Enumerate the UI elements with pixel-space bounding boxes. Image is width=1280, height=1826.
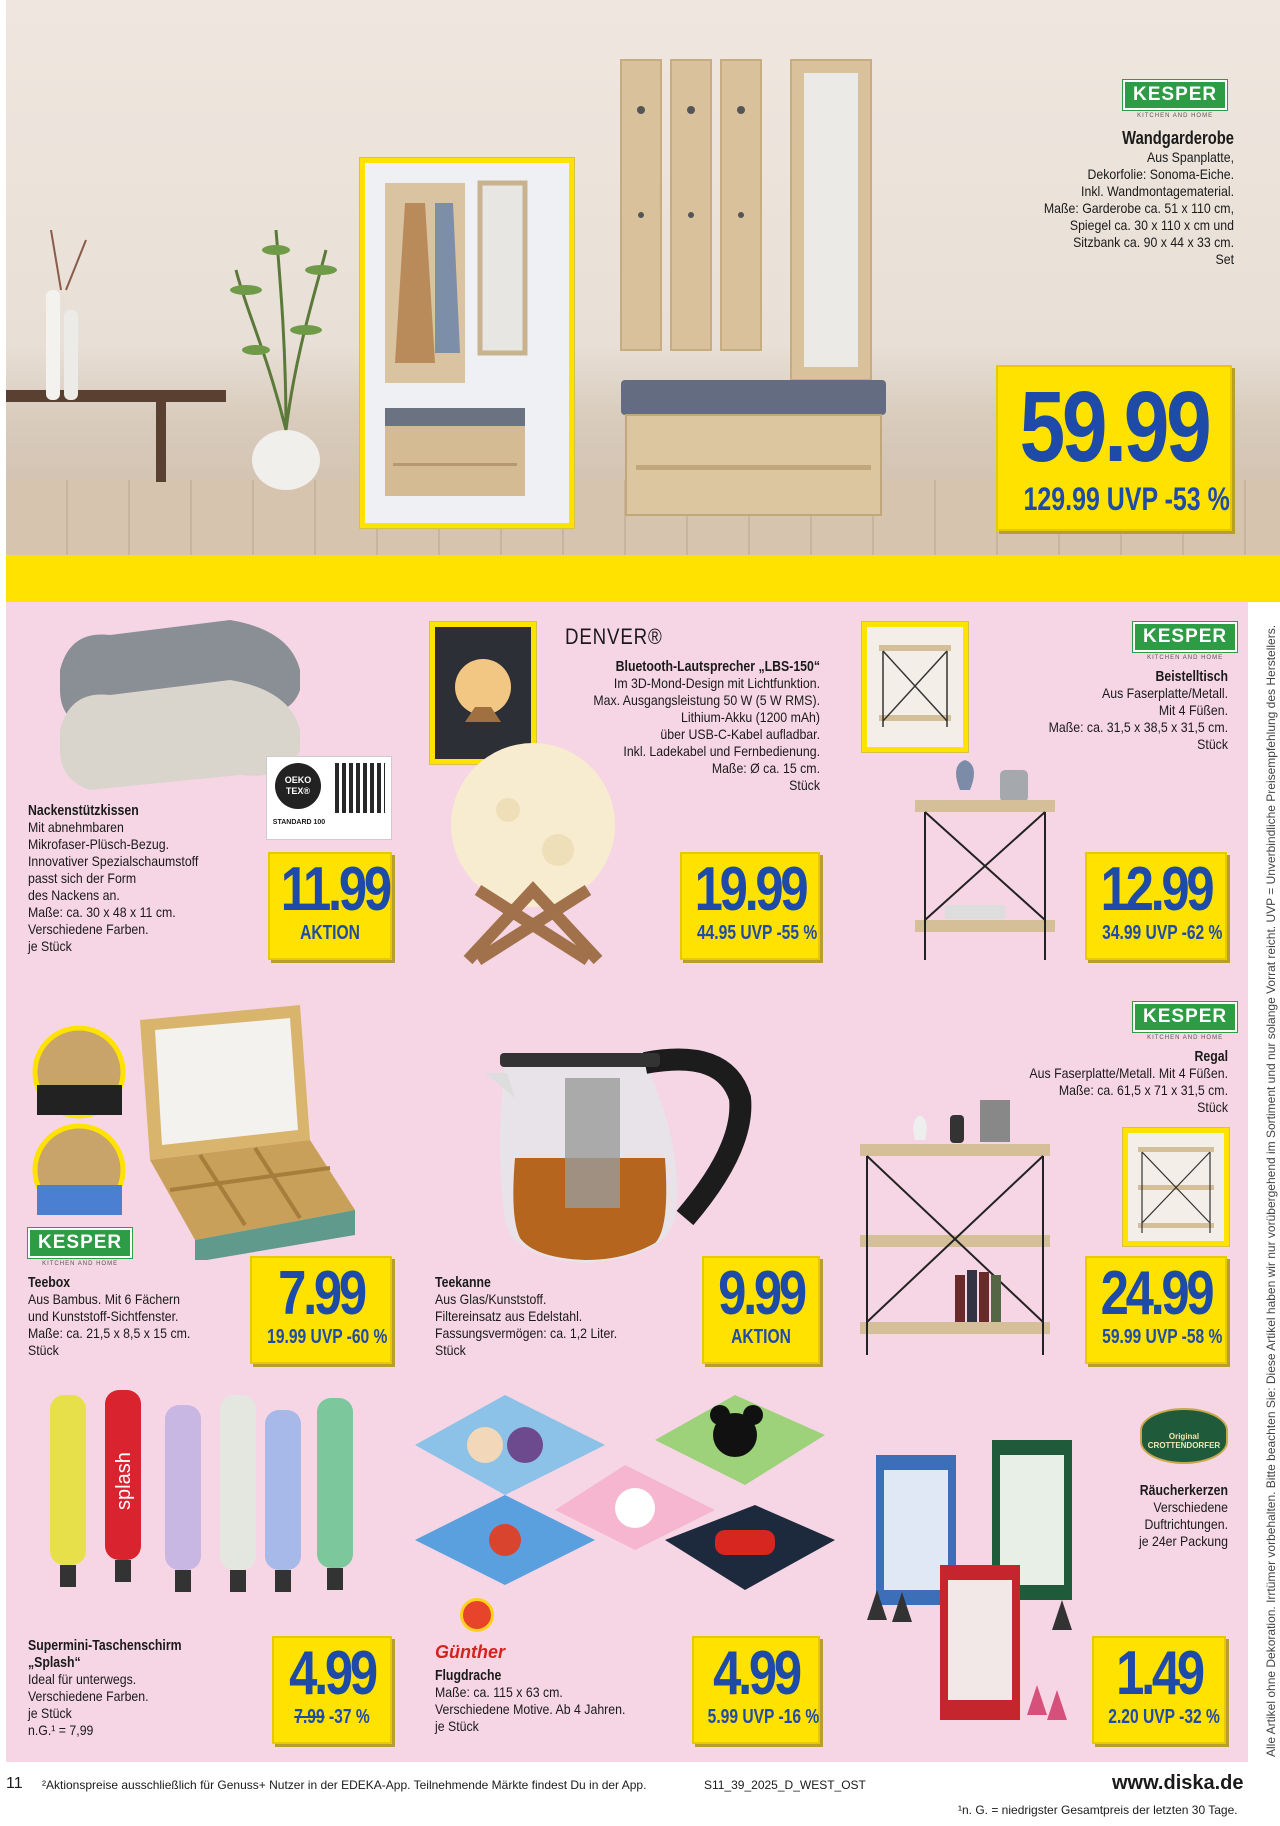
website-link[interactable]: www.diska.de	[1112, 1772, 1244, 1794]
product-desc-line: Mit abnehmbaren	[28, 819, 124, 835]
teabox-price-tag	[250, 1256, 392, 1364]
product-name: Teekanne	[435, 1274, 491, 1291]
kite-info	[435, 1642, 695, 1735]
product-name: Teebox	[28, 1274, 71, 1291]
product-desc-line: Spiegel ca. 30 x 110 x cm und	[1069, 217, 1234, 233]
product-name: Nackenstützkissen	[28, 802, 139, 819]
hero-product-info	[914, 128, 1234, 268]
product-desc-line: je 24er Packung	[1138, 1533, 1228, 1549]
sidetable-price-tag	[1085, 852, 1227, 960]
product-name: Wandgarderobe	[1122, 128, 1234, 148]
product-desc-line: Verschiedene	[1153, 1499, 1228, 1515]
product-desc-line: Verschiedene Farben.	[28, 921, 149, 937]
umbrella-info	[28, 1637, 268, 1739]
price-value: 59.99	[1019, 371, 1209, 483]
price-uvp: 59.99 UVP -58 %	[1102, 1326, 1223, 1348]
page-number: 11	[6, 1775, 23, 1792]
product-desc-line: Verschiedene Farben.	[28, 1688, 149, 1704]
product-desc-line: Set	[1215, 251, 1234, 267]
price-label: AKTION	[731, 1326, 791, 1348]
product-desc-line: Stück	[1197, 736, 1228, 752]
price-label: AKTION	[300, 922, 360, 944]
product-desc-line: Stück	[789, 777, 820, 793]
price-uvp: 129.99 UVP -53 %	[1023, 481, 1230, 517]
product-desc-line: Stück	[28, 1342, 59, 1358]
product-desc-line: Maße: Garderobe ca. 51 x 110 cm,	[1043, 200, 1234, 216]
footer-code: S11_39_2025_D_WEST_OST	[704, 1778, 866, 1792]
legal-vertical-note	[1248, 602, 1280, 1762]
price-value: 4.99	[713, 1639, 799, 1708]
product-desc-line: n.G.¹ = 7,99	[28, 1722, 94, 1738]
teapot-price-tag	[702, 1256, 820, 1364]
guenther-logo-badge	[460, 1598, 494, 1632]
product-desc-line: passt sich der Form	[28, 870, 137, 886]
kesper-logo-subtitle: KITCHEN AND HOME	[1147, 655, 1224, 661]
price-value: 1.49	[1116, 1639, 1202, 1708]
kesper-logo-subtitle: KITCHEN AND HOME	[1147, 1035, 1224, 1041]
plant-decor-image	[6, 230, 236, 490]
price-value: 12.99	[1100, 855, 1212, 924]
hero-section	[6, 0, 1280, 555]
product-desc-line: Maße: ca. 30 x 48 x 11 cm.	[28, 904, 176, 920]
teapot-info	[435, 1274, 675, 1359]
product-desc-line: Duftrichtungen.	[1144, 1516, 1228, 1532]
teabox-image	[130, 1000, 360, 1260]
kites-image	[415, 1390, 835, 1620]
product-desc-line: Maße: ca. 115 x 63 cm.	[435, 1684, 563, 1700]
product-desc-line: Filtereinsatz aus Edelstahl.	[435, 1308, 583, 1324]
kesper-logo	[1133, 1002, 1237, 1041]
price-value: 11.99	[280, 855, 389, 924]
product-desc-line: je Stück	[28, 938, 72, 954]
product-name: Räucherkerzen	[1139, 1482, 1228, 1499]
product-desc-line: Stück	[1197, 1099, 1228, 1115]
speaker-price-tag	[680, 852, 820, 960]
product-name: Bluetooth-Lautsprecher „LBS-150“	[615, 658, 820, 675]
product-desc-line: Maße: Ø ca. 15 cm.	[711, 760, 820, 776]
splash-brand-print: splash	[113, 1452, 135, 1510]
product-desc-line: Innovativer Spezialschaumstoff	[28, 853, 199, 869]
product-name: Flugdrache	[435, 1667, 502, 1684]
pillow-price-tag	[268, 852, 392, 960]
wardrobe-inset-photo	[360, 158, 574, 528]
product-desc-line: Stück	[435, 1342, 466, 1358]
potted-plant-image	[226, 230, 346, 490]
oeko-tex-label	[266, 756, 392, 840]
product-desc-line: Maße: ca. 21,5 x 8,5 x 15 cm.	[28, 1325, 191, 1341]
kesper-logo-text: KESPER	[1123, 80, 1227, 110]
oeko-tex-badge: OEKO TEX®	[275, 763, 321, 809]
price-old: 7.99	[294, 1706, 325, 1728]
teapot-image	[485, 1028, 755, 1268]
price-uvp: 44.95 UVP -55 %	[696, 922, 818, 944]
product-name: Supermini-Taschenschirm „Splash“	[28, 1637, 182, 1671]
price-discount: -37 %	[328, 1706, 370, 1728]
product-desc-line: über USB-C-Kabel aufladbar.	[660, 726, 820, 742]
product-desc-line: Inkl. Ladekabel und Fernbedienung.	[623, 743, 820, 759]
legal-note-text: Alle Artikel ohne Dekoration. Irrtümer vorbehalten. Bitte beachten Sie: Diese Artikel haben wir nur vorübergehend im Sortiment und nur solange Vorrat reicht. UVP = Unverbindliche Preisempfehlung des Herstellers.	[1264, 624, 1278, 1757]
product-desc-line: Aus Bambus. Mit 6 Fächern	[28, 1291, 181, 1307]
shelf-image	[855, 1060, 1055, 1360]
product-desc-line: Ideal für unterwegs.	[28, 1671, 137, 1687]
pillow-info	[28, 802, 268, 955]
teabox-info	[28, 1274, 268, 1359]
price-uvp: 2.20 UVP -32 %	[1108, 1706, 1220, 1728]
kesper-logo-subtitle: KITCHEN AND HOME	[1137, 113, 1214, 119]
product-desc-line: und Kunststoff-Sichtfenster.	[28, 1308, 179, 1324]
product-name: Beistelltisch	[1155, 668, 1228, 685]
wardrobe-product-image	[606, 55, 896, 535]
qr-code-icon	[335, 763, 385, 813]
kesper-logo-text: KESPER	[1133, 622, 1237, 652]
umbrella-image	[40, 1390, 360, 1620]
kesper-logo	[28, 1228, 132, 1267]
price-uvp: 34.99 UVP -62 %	[1102, 922, 1223, 944]
product-desc-line: Mit 4 Füßen.	[1158, 702, 1228, 718]
kite-price-tag	[692, 1636, 820, 1744]
product-desc-line: Aus Spanplatte,	[1147, 149, 1234, 165]
oeko-tex-standard: STANDARD 100	[272, 819, 326, 826]
price-value: 4.99	[289, 1639, 375, 1708]
kesper-logo	[1133, 622, 1237, 661]
price-value: 24.99	[1100, 1259, 1212, 1328]
umbrella-price-tag	[272, 1636, 392, 1744]
speaker-info	[520, 624, 820, 794]
product-desc-line: des Nackens an.	[28, 887, 120, 903]
sidetable-info	[948, 668, 1228, 753]
guenther-logo-text: Günther	[435, 1642, 505, 1662]
price-value: 9.99	[718, 1259, 804, 1328]
product-desc-line: Lithium-Akku (1200 mAh)	[681, 709, 820, 725]
product-desc-line: Im 3D-Mond-Design mit Lichtfunktion.	[613, 675, 820, 691]
denver-logo: DENVER®	[565, 624, 663, 649]
footer-ng-note: ¹n. G. = niedrigster Gesamtpreis der letzten 30 Tage.	[958, 1803, 1238, 1817]
bamboo-detail-circles	[32, 1025, 127, 1215]
product-desc-line: je Stück	[435, 1718, 479, 1734]
shelf-price-tag	[1085, 1256, 1227, 1364]
product-desc-line: Inkl. Wandmontagematerial.	[1081, 183, 1234, 199]
product-name: Regal	[1194, 1048, 1228, 1065]
product-desc-line: Dekorfolie: Sonoma-Eiche.	[1087, 166, 1234, 182]
product-desc-line: je Stück	[28, 1705, 72, 1721]
product-desc-line: Aus Faserplatte/Metall.	[1102, 685, 1228, 701]
kesper-logo-text: KESPER	[28, 1228, 132, 1258]
kesper-logo-subtitle: KITCHEN AND HOME	[42, 1261, 119, 1267]
crottendorfer-logo: Original CROTTENDORFER	[1140, 1408, 1228, 1464]
product-desc-line: Sitzbank ca. 90 x 44 x 33 cm.	[1073, 234, 1234, 250]
price-value: 19.99	[694, 855, 806, 924]
incense-price-tag	[1092, 1636, 1226, 1744]
pillow-image	[50, 610, 300, 800]
price-value: 7.99	[278, 1259, 364, 1328]
product-desc-line: Maße: ca. 61,5 x 71 x 31,5 cm.	[1058, 1082, 1228, 1098]
kesper-logo	[1123, 80, 1227, 119]
incense-boxes-image	[862, 1440, 1092, 1730]
product-desc-line: Verschiedene Motive. Ab 4 Jahren.	[435, 1701, 626, 1717]
hero-price-tag	[996, 365, 1232, 531]
product-desc-line: Fassungsvermögen: ca. 1,2 Liter.	[435, 1325, 618, 1341]
yellow-divider	[6, 555, 1280, 602]
product-desc-line: Aus Glas/Kunststoff.	[435, 1291, 547, 1307]
footer-app-note: ²Aktionspreise ausschließlich für Genuss+ Nutzer in der EDEKA-App. Teilnehmende Märkte findest Du in der App.	[42, 1778, 647, 1792]
shelf-inset-photo	[1123, 1128, 1229, 1246]
price-uvp: 19.99 UVP -60 %	[267, 1326, 388, 1348]
kesper-logo-text: KESPER	[1133, 1002, 1237, 1032]
price-uvp: 5.99 UVP -16 %	[707, 1706, 820, 1728]
product-desc-line: Maße: ca. 31,5 x 38,5 x 31,5 cm.	[1048, 719, 1228, 735]
product-desc-line: Aus Faserplatte/Metall. Mit 4 Füßen.	[1029, 1065, 1228, 1081]
product-desc-line: Max. Ausgangsleistung 50 W (5 W RMS).	[593, 692, 820, 708]
sidetable-image	[905, 720, 1070, 970]
product-desc-line: Mikrofaser-Plüsch-Bezug.	[28, 836, 170, 852]
